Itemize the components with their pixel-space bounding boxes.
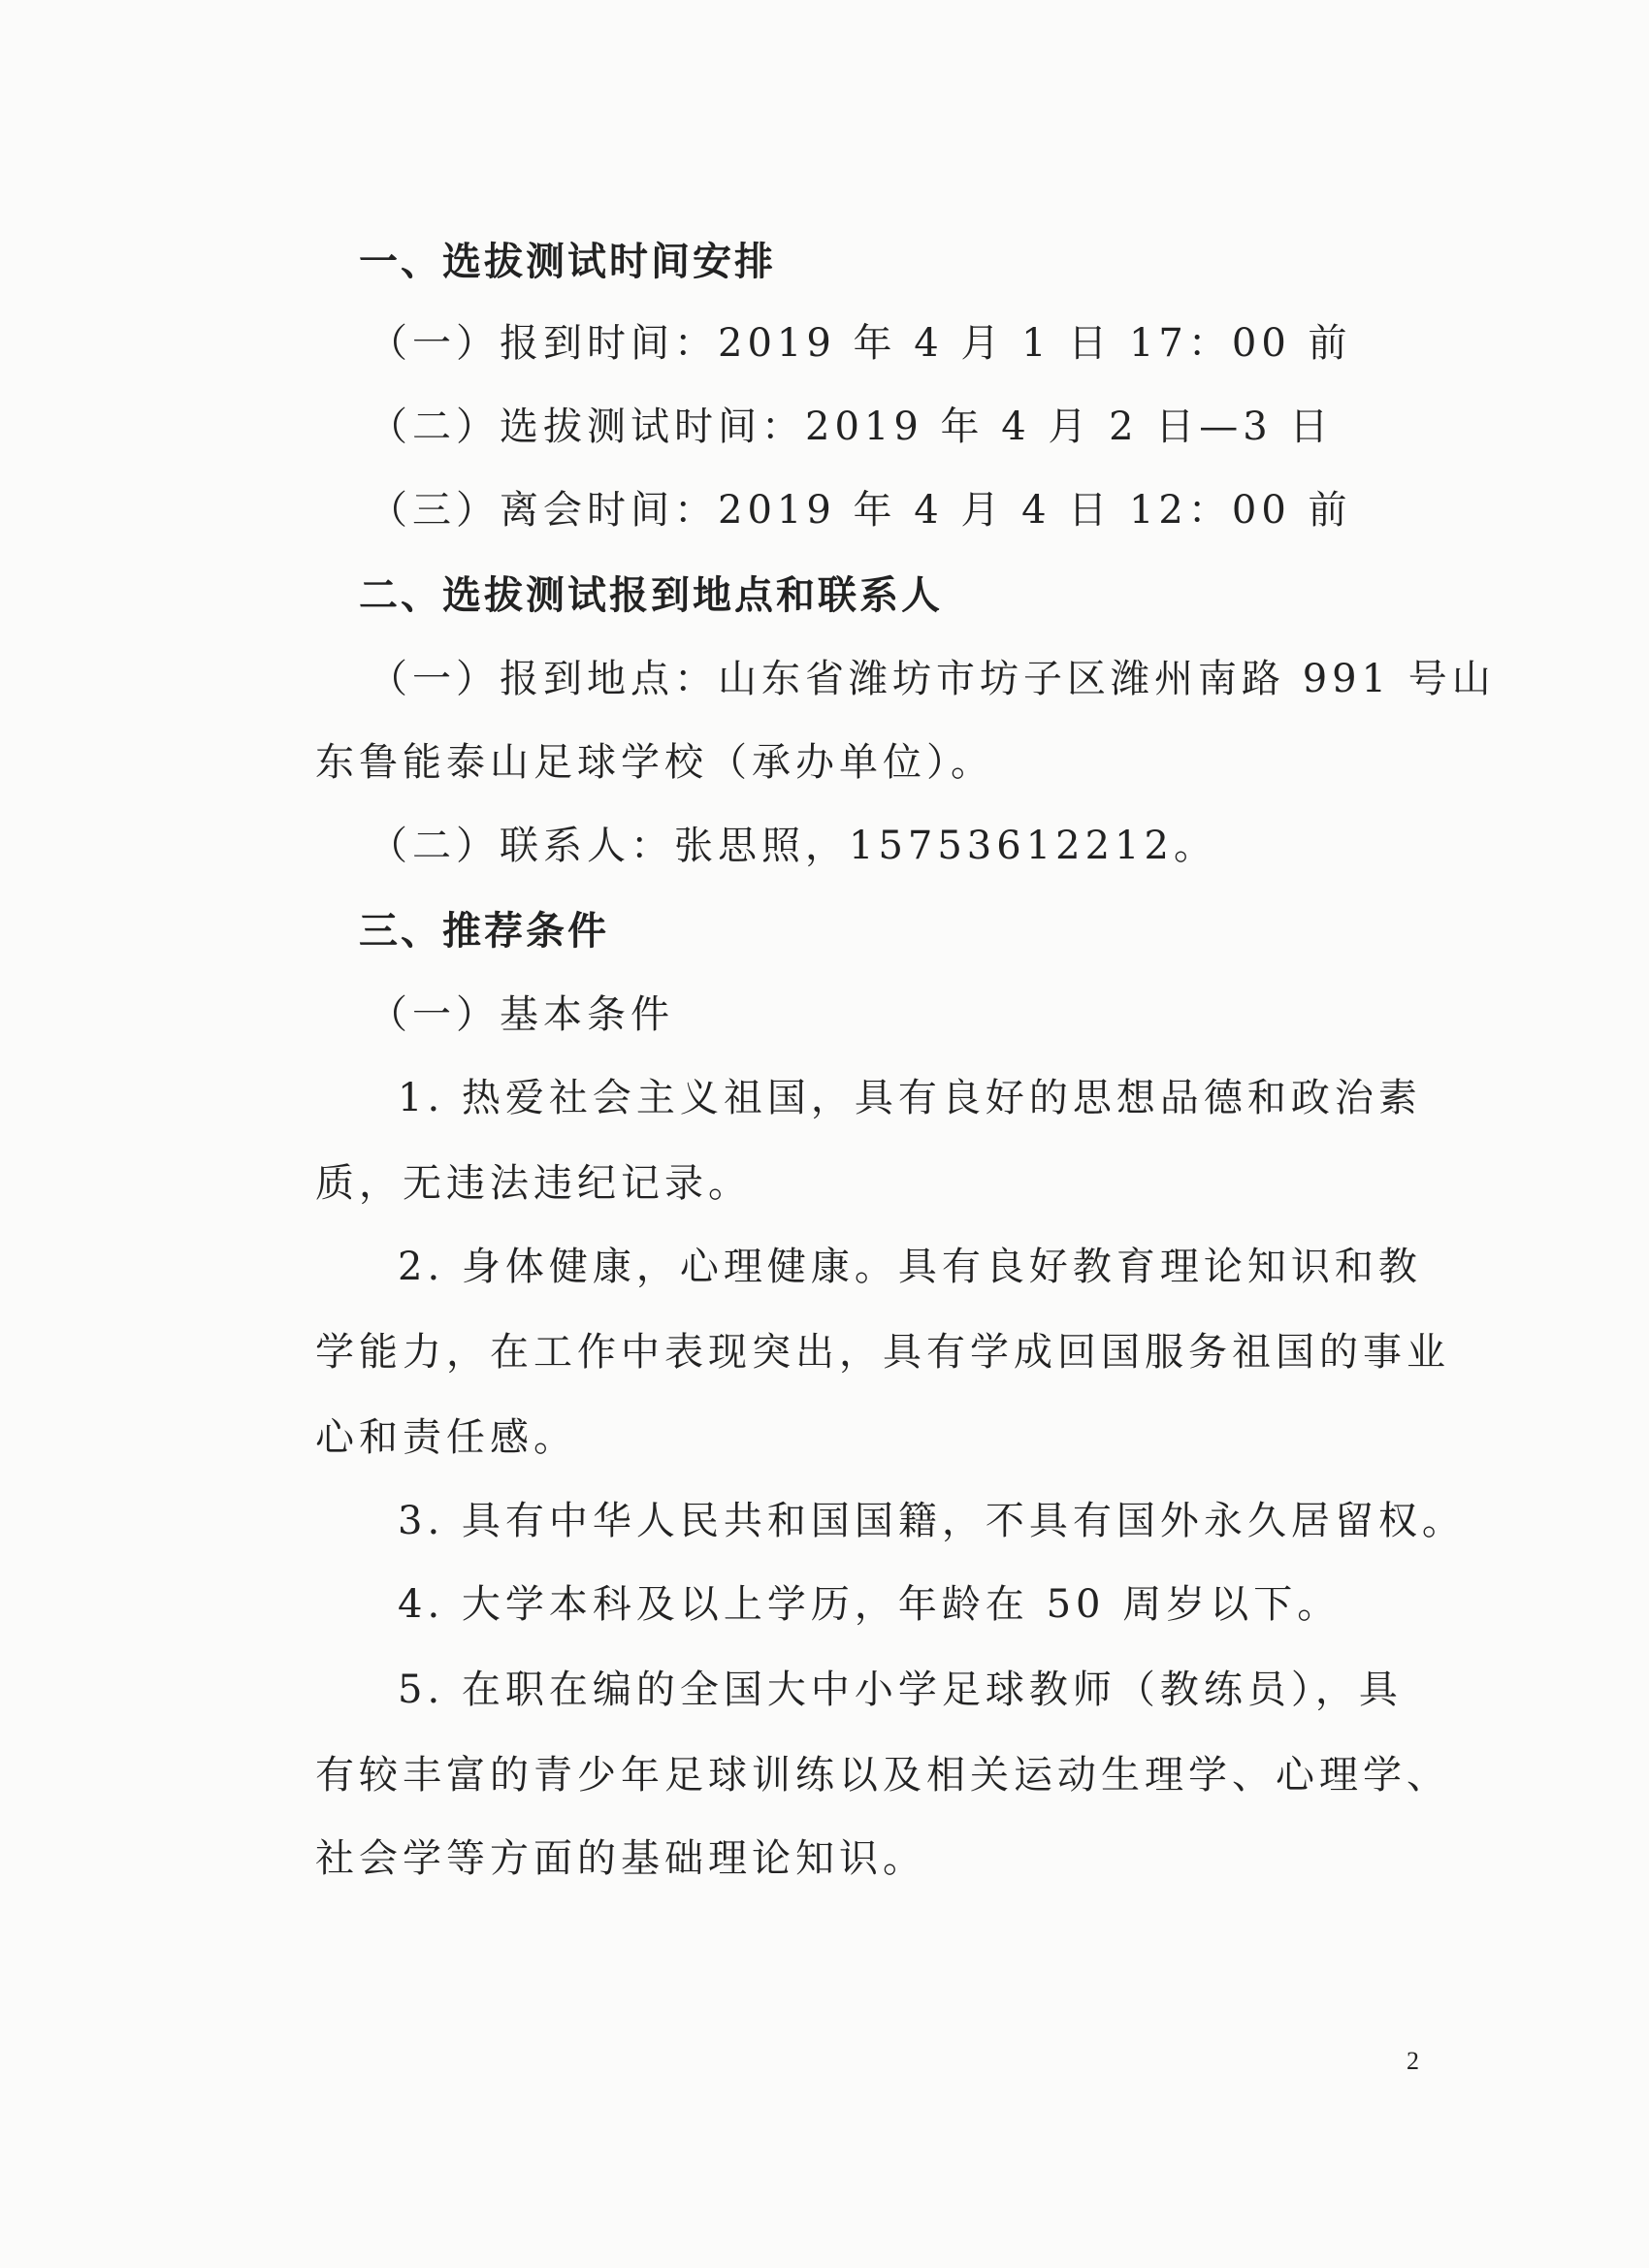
- section-2-heading: 二、选拔测试报到地点和联系人: [359, 573, 943, 618]
- condition-4: 4. 大学本科及以上学历，年龄在 50 周岁以下。: [398, 1582, 1342, 1627]
- condition-1-line-2: 质，无违法违纪记录。: [315, 1161, 752, 1206]
- section-1-item-1: （一）报到时间：2019 年 4 月 1 日 17：00 前: [369, 321, 1352, 366]
- condition-5-line-2: 有较丰富的青少年足球训练以及相关运动生理学、心理学、: [315, 1753, 1450, 1798]
- condition-5-line-1: 5. 在职在编的全国大中小学足球教师（教练员），具: [398, 1668, 1403, 1712]
- condition-5-line-3: 社会学等方面的基础理论知识。: [315, 1836, 926, 1881]
- condition-2-line-2: 学能力，在工作中表现突出，具有学成回国服务祖国的事业: [315, 1330, 1450, 1375]
- condition-2-line-3: 心和责任感。: [315, 1415, 577, 1460]
- section-2-location-line-1: （一）报到地点：山东省潍坊市坊子区潍州南路 991 号山: [369, 657, 1496, 701]
- section-2-contact: （二）联系人：张思照，15753612212。: [369, 824, 1217, 868]
- section-1-item-3: （三）离会时间：2019 年 4 月 4 日 12：00 前: [369, 488, 1352, 533]
- section-2-location-line-2: 东鲁能泰山足球学校（承办单位）。: [315, 740, 994, 785]
- page-number: 2: [1406, 2047, 1419, 2075]
- section-3-heading: 三、推荐条件: [359, 909, 609, 954]
- section-1-heading: 一、选拔测试时间安排: [359, 240, 776, 284]
- section-1-item-2: （二）选拔测试时间：2019 年 4 月 2 日—3 日: [369, 405, 1334, 449]
- condition-1-line-1: 1. 热爱社会主义祖国，具有良好的思想品德和政治素: [398, 1076, 1422, 1120]
- condition-2-line-1: 2. 身体健康，心理健康。具有良好教育理论知识和教: [398, 1245, 1422, 1289]
- section-3-subheading: （一）基本条件: [369, 992, 674, 1037]
- condition-3: 3. 具有中华人民共和国国籍，不具有国外永久居留权。: [398, 1499, 1466, 1543]
